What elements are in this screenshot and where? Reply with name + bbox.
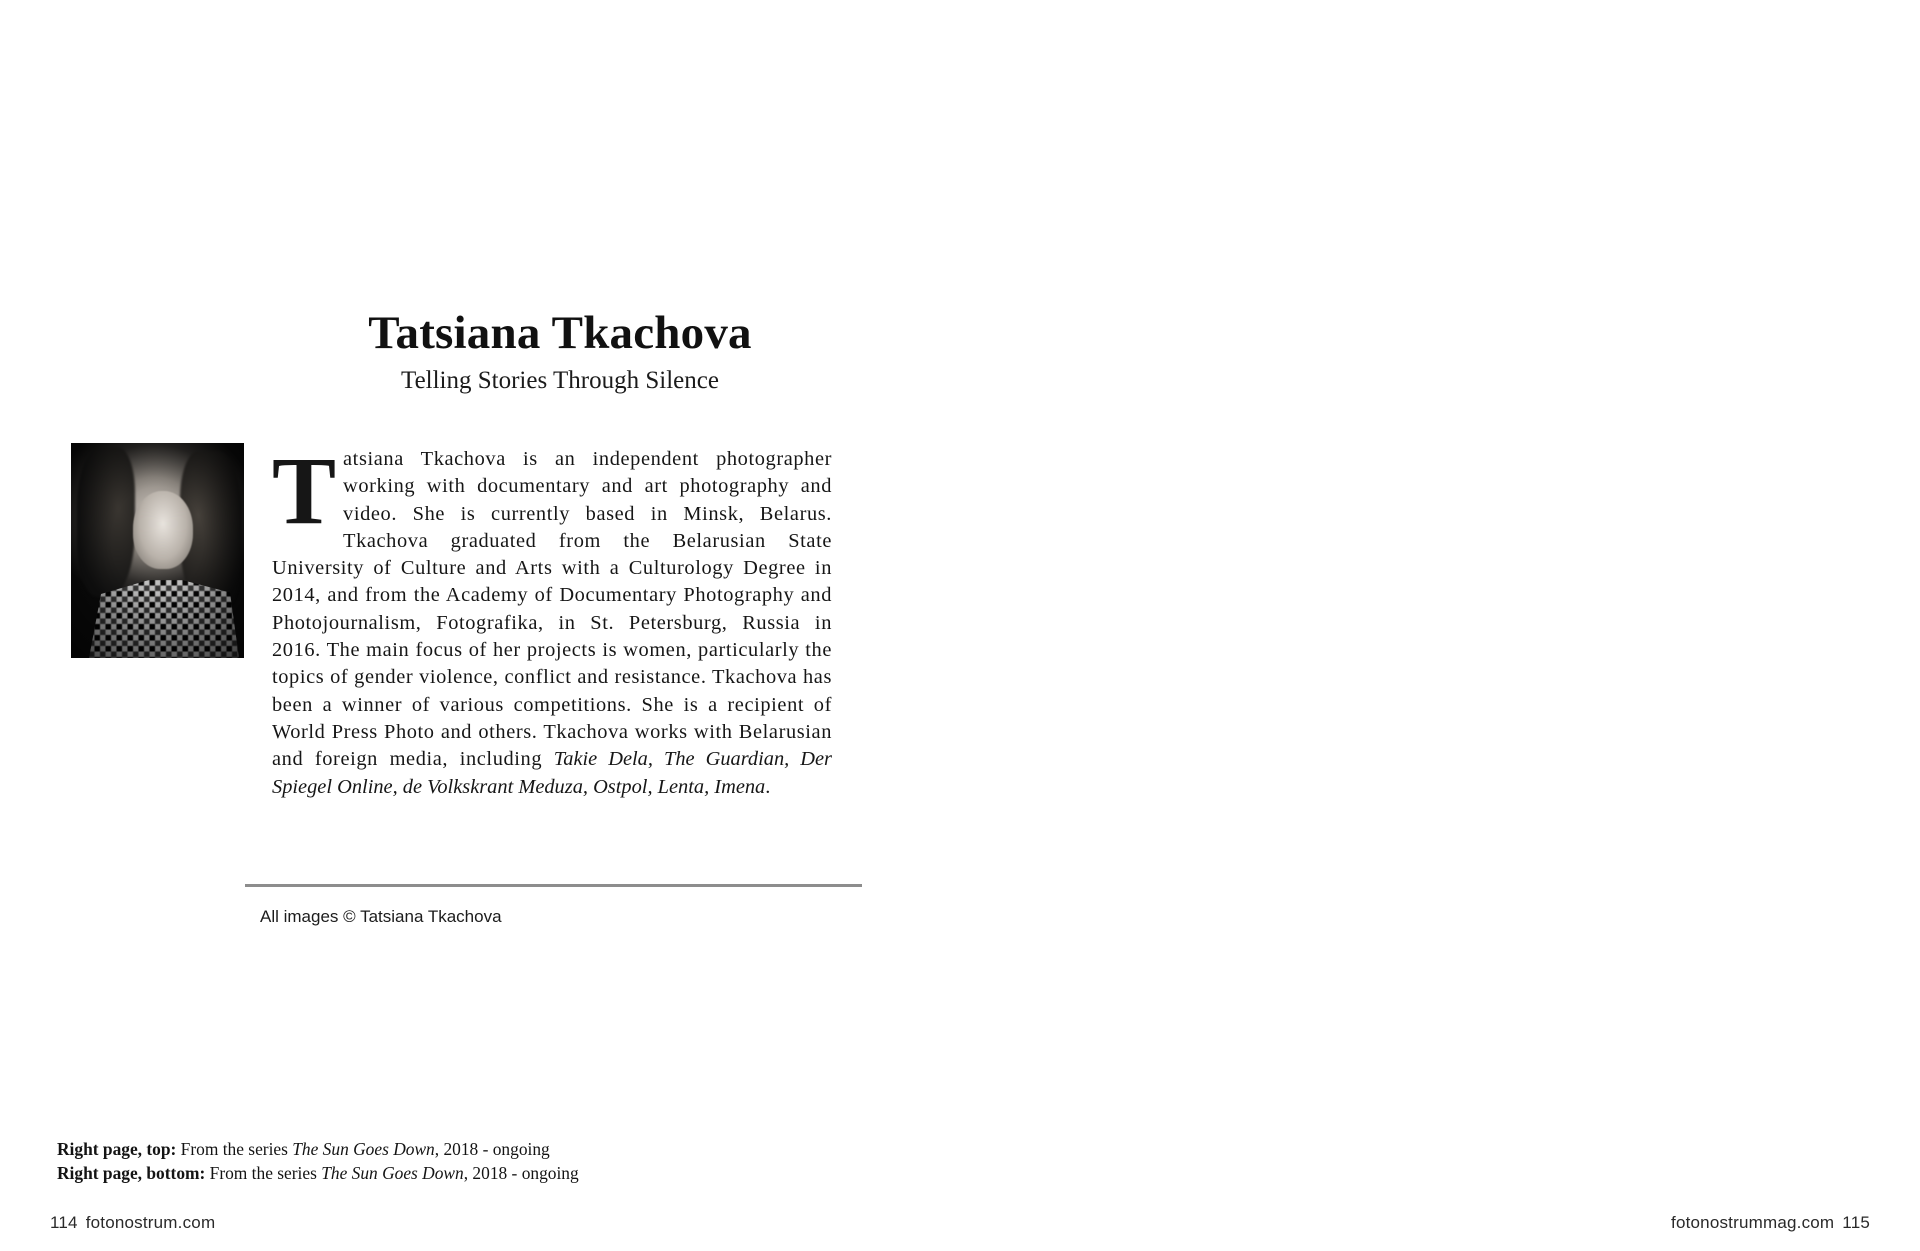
caption-bottom-label: Right page, bottom: — [57, 1163, 206, 1183]
article-body-italic-publications: Takie Dela, The Guardian, Der Spiegel Online, de Volkskrant Meduza, Ostpol, Lenta, Imena — [272, 748, 832, 798]
photo-captions — [57, 1137, 579, 1185]
caption-top-before: From the series — [176, 1139, 293, 1159]
caption-bottom-after: , 2018 - ongoing — [463, 1163, 579, 1183]
page-number-right: 115 — [1842, 1213, 1870, 1232]
caption-bottom — [57, 1161, 579, 1185]
caption-top — [57, 1137, 579, 1161]
author-portrait-photo — [71, 443, 244, 658]
right-page — [960, 0, 1920, 1251]
footer-left — [50, 1213, 215, 1233]
caption-bottom-before: From the series — [205, 1163, 322, 1183]
page-subtitle: Telling Stories Through Silence — [401, 367, 719, 394]
website-left: fotonostrum.com — [85, 1213, 216, 1232]
footer-right — [1671, 1213, 1870, 1233]
caption-top-after: , 2018 - ongoing — [434, 1139, 550, 1159]
website-right: fotonostrummag.com — [1671, 1213, 1835, 1232]
article-body-text-end: . — [765, 775, 771, 798]
article-body — [272, 437, 832, 801]
horizontal-divider — [245, 884, 862, 887]
caption-top-series: The Sun Goes Down — [292, 1139, 435, 1159]
image-credit: All images © Tatsiana Tkachova — [260, 907, 502, 926]
caption-top-label: Right page, top: — [57, 1139, 177, 1159]
page-number-left: 114 — [50, 1213, 78, 1232]
drop-cap: T — [272, 437, 337, 544]
article-body-text: atsiana Tkachova is an independent photographer working with documentary and art photography and video. She is currently based in Minsk, Belarus. Tkachova graduated from the Belarusian State University of Culture and Arts with a Culturology Degree in 2014, and from the Academy of Documentary Photography and Photojournalism, Fotografika, in St. Petersburg, Russia in 2016. The main focus of her projects is women, particularly the topics of gender violence, conflict and resistance. Tkachova has been a winner of various competitions. She is a recipient of World Press Photo and others. Tkachova works with Belarusian and foreign media, including — [272, 448, 832, 771]
page-title: Tatsiana Tkachova — [368, 307, 752, 360]
caption-bottom-series: The Sun Goes Down — [321, 1163, 464, 1183]
